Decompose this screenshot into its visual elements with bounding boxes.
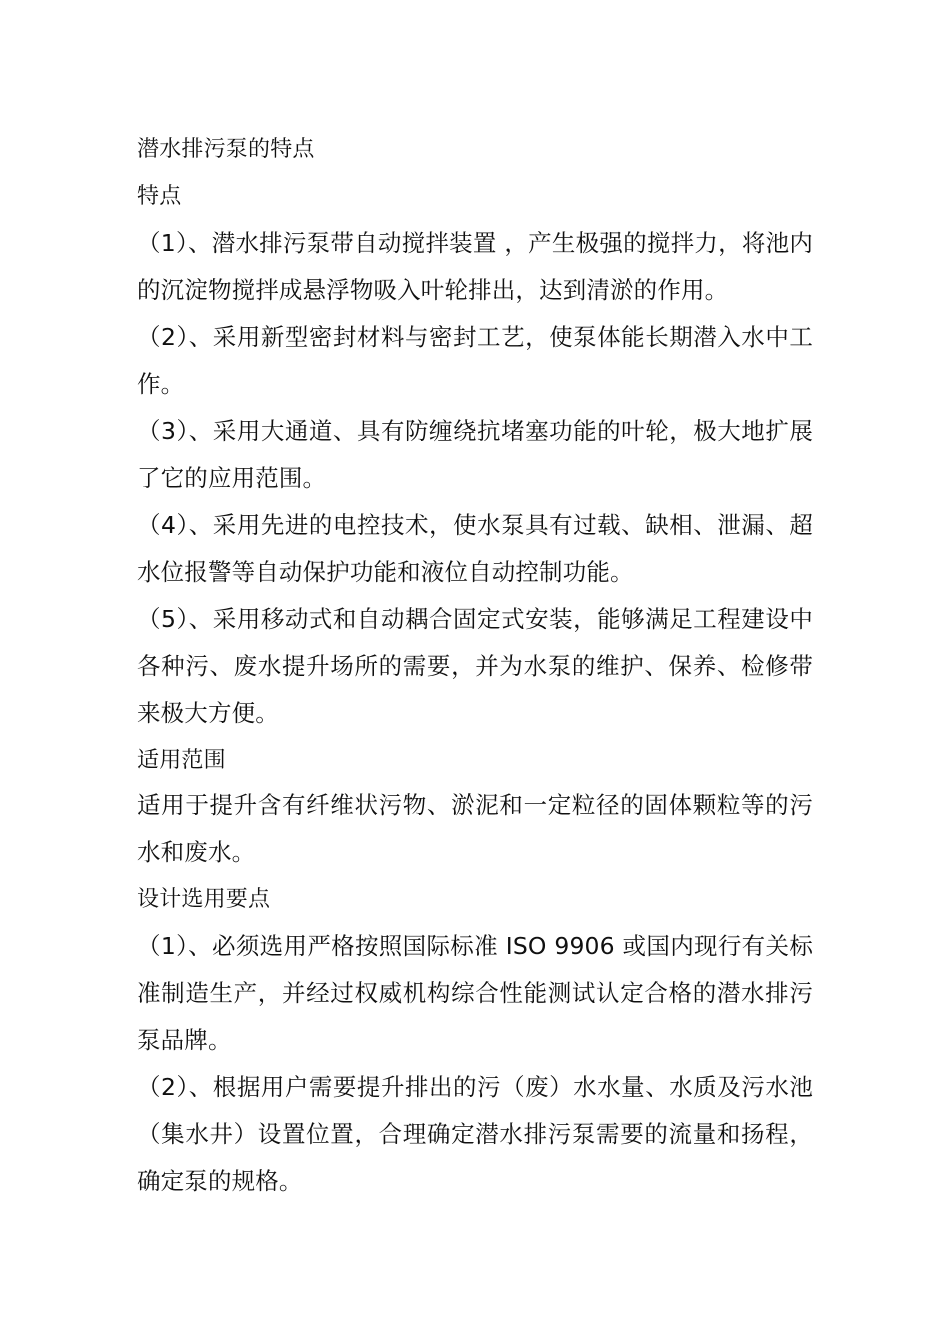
design-point-2: （2）、根据用户需要提升排出的污（废）水水量、水质及污水池（集水井）设置位置，合理确定潜水排污泵需要的流量和扬程，确定泵的规格。 [137, 1073, 813, 1195]
section-heading-design: 设计选用要点 [137, 887, 271, 912]
feature-item-2: （2）、采用新型密封材料与密封工艺，使泵体能长期潜入水中工作。 [137, 323, 813, 398]
section-heading-scope: 适用范围 [137, 748, 226, 773]
document-body [137, 126, 813, 1205]
feature-item-5: （5）、采用移动式和自动耦合固定式安装，能够满足工程建设中各种污、废水提升场所的需要，并为水泵的维护、保养、检修带来极大方便。 [137, 605, 813, 727]
page-title: 潜水排污泵的特点 [137, 137, 315, 162]
section-heading-features: 特点 [137, 184, 182, 209]
feature-item-1: （1）、潜水排污泵带自动搅拌装置 ，产生极强的搅拌力，将池内的沉淀物搅拌成悬浮物吸入叶轮排出，达到清淤的作用。 [137, 229, 813, 304]
scope-body: 适用于提升含有纤维状污物、淤泥和一定粒径的固体颗粒等的污水和废水。 [137, 791, 813, 866]
feature-item-3: （3）、采用大通道、具有防缠绕抗堵塞功能的叶轮，极大地扩展了它的应用范围。 [137, 417, 813, 492]
feature-item-4: （4）、采用先进的电控技术，使水泵具有过载、缺相、泄漏、超水位报警等自动保护功能和液位自动控制功能。 [137, 511, 813, 586]
design-point-1: （1）、必须选用严格按照国际标准 ISO 9906 或国内现行有关标准制造生产，并经过权威机构综合性能测试认定合格的潜水排污泵品牌。 [137, 932, 813, 1054]
